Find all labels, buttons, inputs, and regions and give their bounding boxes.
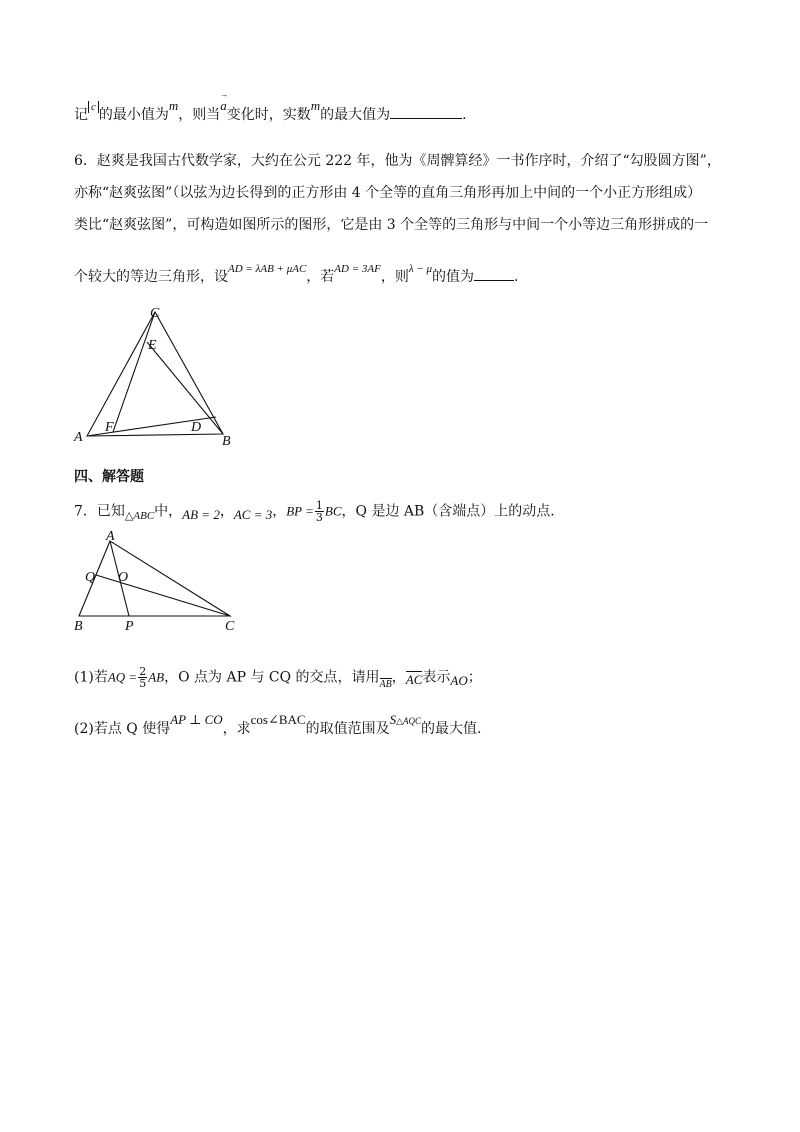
equation-lambda-mu: λ − μ xyxy=(408,263,433,275)
abs-c: c xyxy=(88,101,99,113)
equation-ad-af: AD = 3AF xyxy=(334,263,381,275)
label-A: A xyxy=(74,430,83,445)
label-D: D xyxy=(191,420,202,435)
fraction-one-third: $\frac{1}{3}$ xyxy=(315,499,323,524)
section-heading: 四、解答题 xyxy=(74,469,144,485)
label-C: C xyxy=(150,306,160,321)
triangle-abc xyxy=(79,541,230,616)
q7-part2: (2)若点 Q 使得AP ⊥ CO，求cos∠BAC的取值范围及S△AQC的最大值. xyxy=(74,712,482,737)
outer-triangle xyxy=(87,312,223,436)
label-Q: Q xyxy=(85,570,96,585)
label-A: A xyxy=(106,530,115,544)
figure-equilateral-triangle xyxy=(70,305,250,445)
answer-blank xyxy=(474,266,514,281)
figure-triangle-abc xyxy=(70,530,250,635)
ji-text: 记 xyxy=(74,107,88,123)
label-O: O xyxy=(118,570,129,585)
label-P: P xyxy=(125,619,134,634)
label-F: F xyxy=(105,420,114,435)
label-C: C xyxy=(225,619,235,634)
q7-statement: 7．已知$_{\triangle ABC}$中，AB = 2，AC = 3，BP = $\frac{1}{3}$ BC，Q 是边 AB（含端点）上的动点. xyxy=(74,499,555,524)
label-B: B xyxy=(222,434,231,445)
fraction-two-fifths: $\frac{2}{5}$ xyxy=(139,665,147,690)
q6-line2: 亦称“赵爽弦图”（以弦为边长得到的正方形由 4 个全等的直角三角形再加上中间的一个小正方形组成） xyxy=(74,185,702,201)
label-B: B xyxy=(74,619,83,634)
q6-line1: 6．赵爽是我国古代数学家，大约在公元 222 年，他为《周髀算经》一书作序时，介绍了“勾股圆方图”， xyxy=(74,153,721,169)
equation-ad: AD = λAB + μAC xyxy=(228,263,307,275)
problem5-tail: 记 $^c$ 的最小值为m，则当→ a变化时，实数m的最大值为 . xyxy=(74,104,467,127)
label-E: E xyxy=(148,338,157,353)
q6-line4: 个较大的等边三角形，设$^{AD = \lambda AB + \mu AC}$，若$^{AD = 3AF}$，则$^{\lambda - \mu}$的值为 . xyxy=(74,263,519,285)
q7-part1: (1)若AQ = $\frac{2}{5}$ AB，O 点为 AP 与 CQ 的交点，请用$_{AB}$，AC表示AO； xyxy=(74,665,482,690)
answer-blank xyxy=(390,104,462,119)
vector-a: → a xyxy=(220,95,227,117)
q6-line3: 类比“赵爽弦图”，可构造如图所示的图形，它是由 3 个全等的三角形与中间一个小等边三角形拼成的一 xyxy=(74,217,709,233)
